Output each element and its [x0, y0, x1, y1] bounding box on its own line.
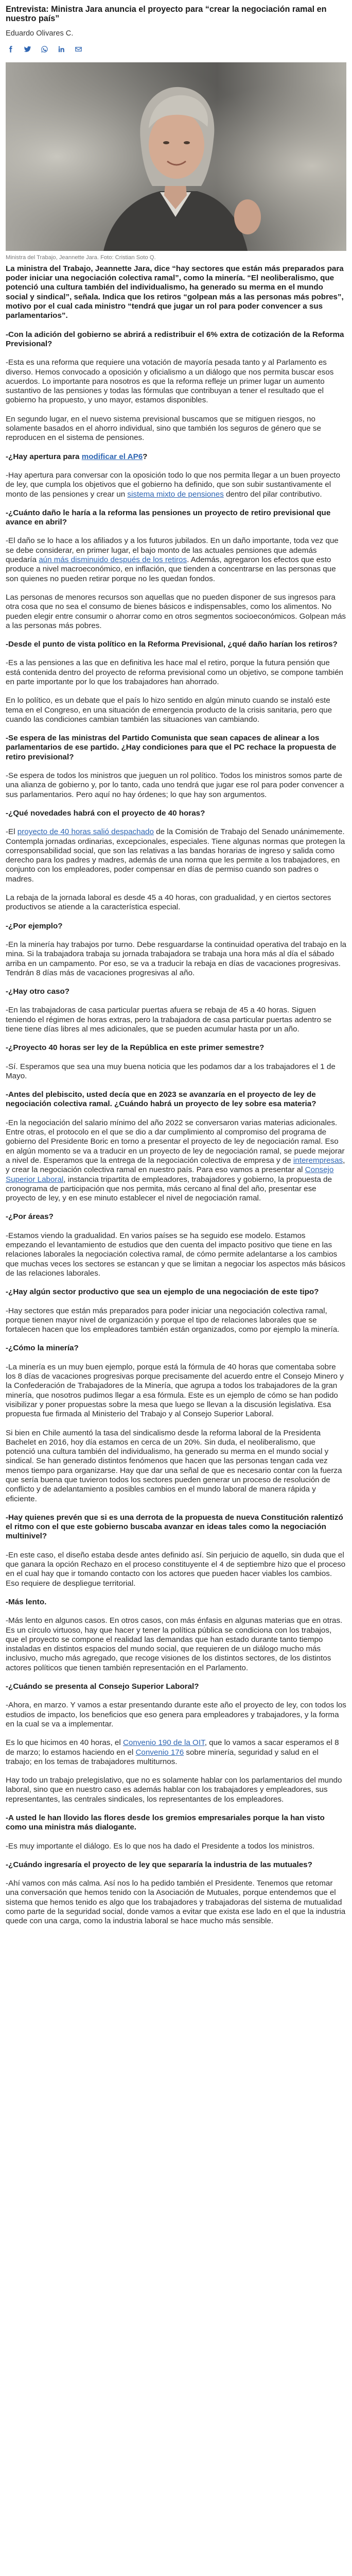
text-run: de la Comisión de Trabajo del Senado unánimemente. Contempla jornadas ordinarias, excepcionales, especiales. Tiene algunas normas que protegen la corresponsabilidad social, que son las relativas a las bandas horarias de ingreso y salida como derecho para los padres y madres, además de una norma que les permite a los trabajadores, en conjunto con los empleadores, poder compensar en días de permiso cuando son padres o madres.	[6, 827, 345, 884]
share-bar	[6, 45, 346, 54]
text-run: dentro del pilar contributivo.	[223, 489, 322, 499]
inline-link[interactable]: proyecto de 40 horas salió despachado	[17, 827, 154, 837]
interview-answer	[6, 940, 346, 978]
interview-question	[6, 734, 346, 762]
interview-answer	[6, 1363, 346, 1419]
text-run: -En la minería hay trabajos por turno. Debe resguardarse la continuidad operativa del trabajo en la mina. Si la trabajadora trabaja su jornada trabajadora se trabaja una hora más al día el sábado arriba en un campamento. Por eso, se va a traducir la rebaja en días de vacaciones progresivas. Tendrán 8 días más de vacaciones progresivas al año.	[6, 940, 346, 977]
text-run: -Es muy importante el diálogo. Es lo que nos ha dado el Presidente a todos los ministros.	[6, 1841, 315, 1851]
interview-answer	[6, 1231, 346, 1278]
interview-answer	[6, 1118, 346, 1204]
text-run: -Más lento en algunos casos. En otros casos, con más énfasis en algunas materias que en otras. Es un círculo virtuoso, hay que hacer y tener la política pública se condiciona con los trabajos, que el proyecto se compone el realidad las demandas que han estado durante tanto tiempo instaladas en distintos espacios del mundo social, que requieren de un diálogo mucho más inclusivo, mucho más agregado, que recoge visiones de los distintos sectores, de los distintos actores políticos que tienen también representación en el Parlamento.	[6, 1616, 343, 1672]
interview-answer	[6, 893, 346, 912]
email-icon[interactable]	[74, 45, 83, 54]
text-run: -Es a las pensiones a las que en definitiva les hace mal el retiro, porque la futura pensión que está contenida dentro del proyecto de reforma previsional como un objetivo, se compone también en parte importante por lo que los trabajadores han ahorrado.	[6, 658, 343, 686]
interview-question	[6, 1598, 346, 1607]
text-run: Las personas de menores recursos son aquellas que no pueden disponer de sus ingresos para otra cosa que no sea el consumo de bienes básicos e indispensables, como los alimentos. No pueden elegir entre consumir o ahorrar como en otros segmentos socioeconómicos. Golpean más a las personas más pobres.	[6, 592, 346, 630]
interview-question	[6, 1344, 346, 1353]
article-photo	[6, 62, 346, 251]
text-run: -¿Qué novedades habrá con el proyecto de 40 horas?	[6, 808, 205, 818]
text-run: -¿Cuándo se presenta al Consejo Superior Laboral?	[6, 1682, 199, 1691]
twitter-icon[interactable]	[23, 45, 32, 54]
interview-answer	[6, 658, 346, 687]
interview-question	[6, 1814, 346, 1833]
text-run: . Además, agregaron los efectos que esto produce a nivel macroeconómico, en inflación, que tienden a concentrarse en las personas que son quienes no pueden retirar porque no les quedan fondos.	[6, 555, 336, 583]
text-run: -La minería es un muy buen ejemplo, porque está la fórmula de 40 horas que comentaba sobre los 8 días de vacaciones progresivas porque precisamente del acuerdo entre el Consejo Minero y la Confederación de Trabajadores de la Minería, que agrupa a todos los trabajadores de la gran minería, que nosotros pudimos llegar a esa fórmula. Este es un ejemplo de cómo se han podido visibilizar y poner propuestas sobre la mesa que luego se llevan a la discusión legislativa. Esa propuesta fue firmada al Ministerio del Trabajo y al Consejo Superior Laboral.	[6, 1362, 344, 1419]
interview-answer	[6, 696, 346, 724]
interview-answer	[6, 771, 346, 800]
text-run: -¿Hay apertura para	[6, 452, 82, 461]
interview-answer	[6, 1429, 346, 1504]
interview-question	[6, 1090, 346, 1109]
text-run: -Esta es una reforma que requiere una votación de mayoría pesada tanto y al Parlamento es diverso. Hemos convocado a oposición y oficialismo a un diálogo que nos permita buscar esos acuerdos. Lo importante para nosotros es que la reforma refleje un primer lugar un aumento sustantivo de las pensiones y todas las fórmulas que contribuyan a tener el resultado que el gobierno ha propuesto, y uno mayor, estamos disponibles.	[6, 358, 334, 405]
text-run: , y crear la negociación colectiva ramal en nuestro país. Para eso vamos a presentar al	[6, 1156, 345, 1175]
text-run: -Desde el punto de vista político en la Reforma Previsional, ¿qué daño harían los retiros?	[6, 640, 338, 649]
whatsapp-icon[interactable]	[40, 45, 49, 54]
interview-question	[6, 1860, 346, 1870]
text-run: -A usted le han llovido las flores desde los gremios empresariales porque la han visto como una ministra más dialogante.	[6, 1814, 325, 1832]
interview-question	[6, 1043, 346, 1053]
text-run: -Más lento.	[6, 1597, 47, 1606]
text-run: -En las trabajadoras de casa particular puertas afuera se rebaja de 45 a 40 horas. Siguen teniendo el régimen de horas extras, pero la trabajadora de casa particular puertas adentro se tiene tiene días libres al mes adicionales, que se pueden acumular hasta por un año.	[6, 1006, 332, 1033]
text-run: -Hay apertura para conversar con la oposición todo lo que nos permita llegar a un buen proyecto de ley, que cumpla los objetivos que el gobierno ha definido, que son subir sustantivamente el monto de las pensiones y crear un	[6, 470, 341, 499]
text-run: -¿Proyecto 40 horas ser ley de la República en este primer semestre?	[6, 1043, 265, 1053]
inline-link[interactable]: Convenio 176	[135, 1748, 184, 1757]
text-run: -Ahora, en marzo. Y vamos a estar presentando durante este año el proyecto de ley, con todos los estudios de impacto, los beneficios que eso genera para empleadores y trabajadores, y la forma en la cual se va a implementar.	[6, 1701, 346, 1728]
inline-link[interactable]: modificar el AP6	[81, 452, 143, 461]
interview-question	[6, 640, 346, 649]
interview-question	[6, 1682, 346, 1691]
interview-answer	[6, 1062, 346, 1081]
linkedin-icon[interactable]	[57, 45, 66, 54]
facebook-icon[interactable]	[6, 45, 15, 54]
text-run: -Hay sectores que están más preparados para poder iniciar una negociación colectiva ramal, porque tienen mayor nivel de organización y porque el tipo de relaciones laborales que se fortalecen hacen que los empleadores también están organizados, como por ejemplo la minería.	[6, 1306, 340, 1334]
text-run: Si bien en Chile aumentó la tasa del sindicalismo desde la reforma laboral de la Presidenta Bachelet en 2016, hoy día estamos en cerca de un 20%. Sin duda, el neoliberalismo, que potenció una cultura también del individualismo, ha generado su merma en el mundo social y sindical. Se han generado distintos fenómenos que hacen que las personas tengan cada vez menos tiempo para organizarse. Hay que dar una señal de que es necesario contar con la fuerza que sería buena que tuvieron todos los sectores pueden generar un proceso de resolución de conflicto y de adelantamiento a posibles cambios en el mundo laboral de manera rápida y eficiente.	[6, 1428, 342, 1503]
text-run: -El daño se lo hace a los afiliados y a los futuros jubilados. En un daño importante, toda vez que se debe considerar, en primer lugar, el bajo monto de las actuales pensiones que además quedaría	[6, 536, 339, 565]
inline-link[interactable]: Consejo Superior Laboral	[6, 1165, 334, 1184]
text-run: , instancia tripartita de empleadores, trabajadores y gobierno, la propuesta de cronograma de participación que nos permita, más cercano al final del año, presentar ese proyecto de ley, y en ese minuto establecer el nivel de negociación ramal.	[6, 1175, 332, 1203]
interview-answer	[6, 1701, 346, 1729]
interview-question	[6, 330, 346, 349]
interview-answer	[6, 1006, 346, 1034]
interview-question	[6, 1212, 346, 1222]
interview-answer	[6, 1738, 346, 1767]
portrait-illustration	[6, 62, 346, 251]
text-run: En lo político, es un debate que el país lo hizo sentido en algún minuto cuando se instaló este tema en el Congreso, en una situación de emergencia producto de la crisis sanitaria, pero que cuando las condiciones cambian también las situaciones van cambiando.	[6, 696, 332, 724]
text-run: En segundo lugar, en el nuevo sistema previsional buscamos que se mitiguen riesgos, no solamente basados en el ahorro individual, sino que también los seguros de género que se reproducen en el sistema de pensiones.	[6, 414, 321, 443]
interview-answer	[6, 827, 346, 884]
interview-question	[6, 1287, 346, 1297]
interview-question	[6, 809, 346, 818]
text-run: -¿Por ejemplo?	[6, 921, 63, 930]
text-run: -¿Por áreas?	[6, 1212, 54, 1222]
text-run: -Hay quienes prevén que si es una derrota de la propuesta de nueva Constitución ralentizó el ritmo con el que este gobierno buscaba avanzar en ideas tales como la negociación multinivel?	[6, 1513, 343, 1541]
text-run: -¿Hay algún sector productivo que sea un ejemplo de una negociación de este tipo?	[6, 1287, 319, 1297]
inline-link[interactable]: Convenio 190 de la OIT	[122, 1738, 205, 1748]
interview-answer	[6, 358, 346, 405]
text-run: -El	[6, 827, 17, 837]
text-run: -¿Hay otro caso?	[6, 987, 70, 996]
interview-answer	[6, 1879, 346, 1926]
interview-answer	[6, 1616, 346, 1673]
text-run: -Estamos viendo la gradualidad. En varios países se ha seguido ese modelo. Estamos empezando el levantamiento de estudios que den cuenta del impacto positivo que tiene en las relaciones laborales la negociación colectiva ramal, de cómo permite adelantarse a los cambios que muchas veces los sectores se estancan y que se limitan a negociar los aspectos más básicos de las relaciones laborales.	[6, 1231, 346, 1278]
text-run: -¿Cuándo ingresaría el proyecto de ley que separaría la industria de las mutuales?	[6, 1860, 312, 1869]
inline-link[interactable]: sistema mixto de pensiones	[127, 489, 224, 499]
text-run: ?	[143, 452, 148, 461]
article-title: Entrevista: Ministra Jara anuncia el proyecto para “crear la negociación ramal en nuestro país”	[6, 5, 327, 24]
interview-question	[6, 509, 346, 528]
text-run: -Se espera de las ministras del Partido Comunista que sean capaces de alinear a los parlamentarios de ese partido. ¿Hay condiciones para que el PC rechace la propuesta de retiro previsional?	[6, 734, 337, 761]
text-run: Es lo que hicimos en 40 horas, el	[6, 1738, 123, 1748]
photo-caption: Ministra del Trabajo, Jeannette Jara. Foto: Cristian Soto Q.	[6, 254, 156, 261]
inline-link[interactable]: aún más disminuido después de los retiros	[39, 555, 187, 565]
text-run: Hay todo un trabajo prelegislativo, que no es solamente hablar con los parlamentarios del mundo laboral, sino que en nuestro caso es además hablar con los trabajadores y empleadores, sus representantes, las centrales sindicales, los representantes de los empleadores.	[6, 1776, 342, 1804]
text-run: -En la negociación del salario mínimo del año 2022 se conversaron varias materias adicionales. Entre otras, el protocolo en el que se dio a dar cumplimiento al compromiso del programa de gobierno del Presidente Boric en torno a presentar el proyecto de ley de negociación ramal. Eso en algún momento se va a traducir en un proyecto de ley de negociación ramal, se puede mejorar a nivel de. Esperamos que la entrega de la negociación colectiva de empresa y de	[6, 1118, 345, 1165]
interview-answer	[6, 593, 346, 631]
interview-answer	[6, 1842, 346, 1851]
interview-question	[6, 452, 346, 462]
article-author: Eduardo Olivares C.	[6, 29, 74, 38]
text-run: -Se espera de todos los ministros que jueguen un rol político. Todos los ministros somos parte de una alianza de gobierno y, por lo tanto, cada uno tendrá que jugar ese rol para poder convencer a sus parlamentarios. Pero aquí no hay órdenes; lo que hay son argumentos.	[6, 771, 344, 799]
inline-link[interactable]: interempresas	[293, 1156, 343, 1165]
text-run: -¿Cómo la minería?	[6, 1344, 79, 1353]
interview-answer	[6, 415, 346, 443]
text-run: -¿Cuánto daño le haría a la reforma las pensiones un proyecto de retiro previsional que avance en abril?	[6, 508, 331, 527]
interview-question	[6, 1513, 346, 1541]
interview-answer	[6, 471, 346, 499]
interview-question	[6, 922, 346, 931]
text-run: -Con la adición del gobierno se abrirá a redistribuir el 6% extra de cotización de la Reforma Previsional?	[6, 330, 344, 348]
interview-answer	[6, 1307, 346, 1335]
interview-question	[6, 987, 346, 996]
text-run: -Ahí vamos con más calma. Así nos lo ha pedido también el Presidente. Tenemos que retomar una conversación que hemos tenido con la Asociación de Mutuales, porque entendemos que el sistema que hemos tenido es algo que los trabajadores y trabajadoras del sistema de mutualidad como parte de la seguridad social, donde vamos a evitar que exista ese lado en el que la industria quede con una carga, como la industria laboral se hace mucho más sensible.	[6, 1879, 346, 1926]
text-run: -En este caso, el diseño estaba desde antes definido así. Sin perjuicio de aquello, sin duda que el que ganara la opción Rechazo en el proceso constituyente el 4 de septiembre hizo que el proceso en el cual hay que ir tomando contacto con los actores que pueden hacer viables los cambios. Eso requiere de despliegue territorial.	[6, 1550, 346, 1588]
interview-answer	[6, 536, 346, 583]
text-run: , que lo vamos a sacar esperamos el 8 de marzo; lo estamos haciendo en el	[6, 1738, 339, 1757]
interview-answer	[6, 1776, 346, 1804]
article-body	[6, 264, 346, 1926]
text-run: La rebaja de la jornada laboral es desde 45 a 40 horas, con gradualidad, y en ciertos sectores productivos se atiende a la característica especial.	[6, 893, 331, 912]
lead-paragraph	[6, 264, 346, 321]
text-run: -Antes del plebiscito, usted decía que en 2023 se avanzaría en el proyecto de ley de negociación colectiva ramal. ¿Cuándo habrá un proyecto de ley sobre esa materia?	[6, 1090, 316, 1109]
text-run: -Sí. Esperamos que sea una muy buena noticia que les podamos dar a los trabajadores el 1 de Mayo.	[6, 1062, 336, 1080]
text-run: La ministra del Trabajo, Jeannette Jara, dice “hay sectores que están más preparados para poder iniciar una negociación colectiva ramal”, como la minería. “El neoliberalismo, que potenció una cultura también del individualismo, ha generado su merma en el mundo social y sindical”, señala. Indica que los retiros “golpean más a las personas más pobres”, motivo por el cual cada ministro “tendrá que jugar un rol para poder convencer a sus parlamentarios”.	[6, 264, 344, 320]
text-run: sobre minería, seguridad y salud en el trabajo; en los temas de trabajadores multiturnos.	[6, 1748, 319, 1766]
interview-answer	[6, 1551, 346, 1588]
